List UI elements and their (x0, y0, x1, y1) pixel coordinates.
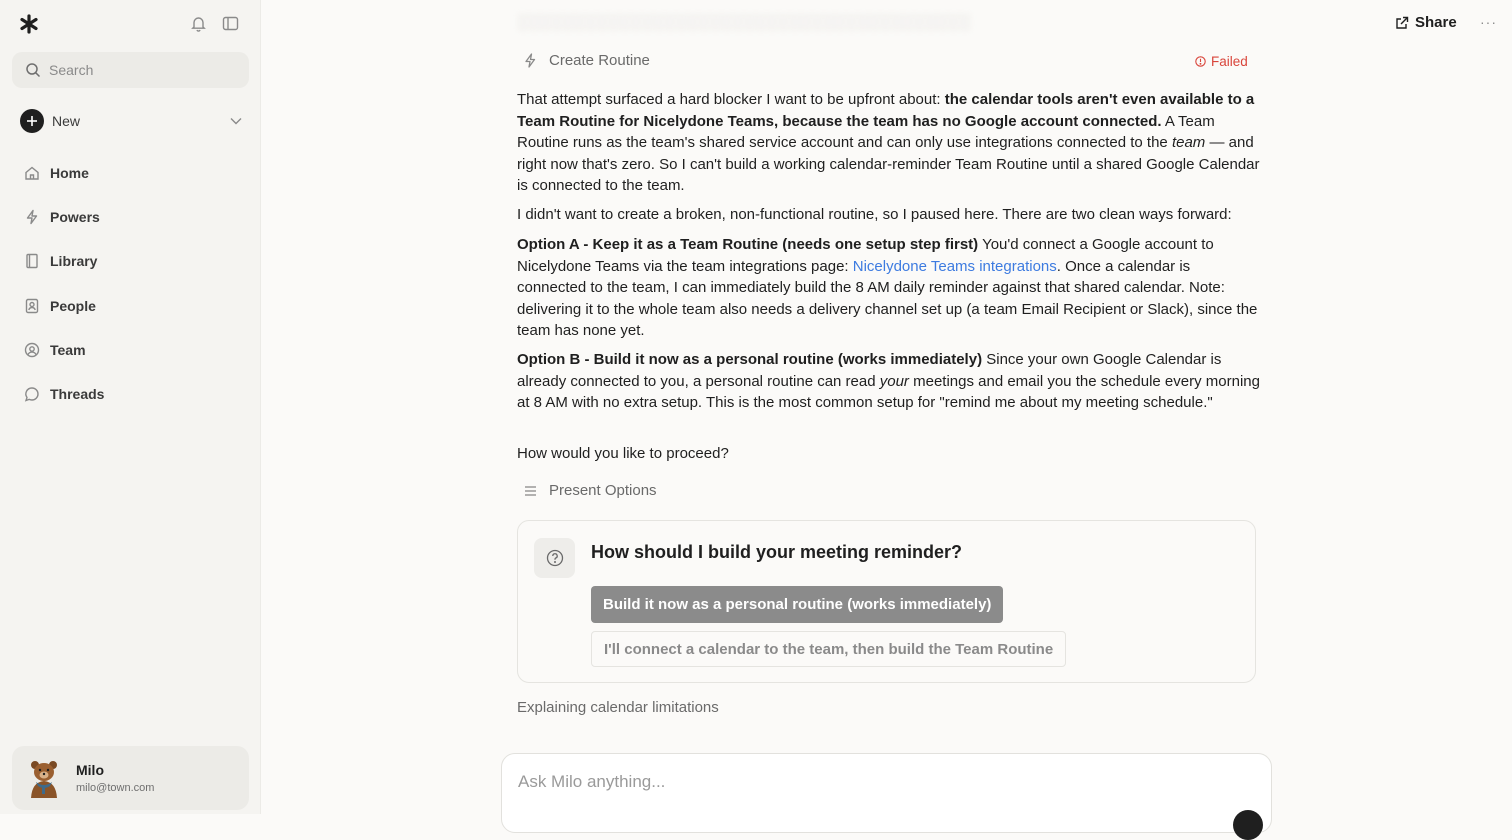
user-name: Milo (76, 762, 104, 778)
share-button[interactable] (1395, 14, 1457, 31)
text: . Once a calendar is connected to the team, I can immediately build the 8 AM daily reminder against that shared calendar. Note: delivering it to the whole team also needs a delivery channel set up (a team Email Recipient or Slack), since the team has none yet. (517, 257, 1258, 340)
sidebar-item-threads[interactable] (24, 381, 249, 407)
sidebar-item-label: Home (50, 165, 89, 181)
sidebar-item-label: Powers (50, 209, 100, 226)
new-label: New (52, 113, 81, 129)
options-card (517, 520, 1256, 683)
integrations-link[interactable]: Nicelydone Teams integrations (852, 257, 1057, 275)
sidebar-item-people[interactable] (24, 293, 249, 319)
more-options-button[interactable]: ··· (1480, 14, 1497, 30)
tool-label: Present Options (549, 482, 657, 499)
book-icon (24, 253, 40, 269)
sidebar-item-label: Library (50, 253, 98, 270)
text: — and right now that's zero. So I can't build a working calendar-reminder Team Routine until a shared Google Calendar is connected to the team. (517, 134, 1260, 195)
text: Since your own Google Calendar is already connected to you, a personal routine can read (517, 351, 1222, 390)
search-placeholder: Search (49, 62, 94, 78)
user-email: milo@town.com (76, 782, 155, 794)
chat-icon (24, 386, 40, 402)
list-icon (524, 485, 537, 497)
new-button[interactable] (20, 108, 242, 134)
status-text: Failed (1211, 54, 1248, 69)
message-paragraph-3 (517, 234, 1262, 342)
text: A Team Routine runs as the team's shared service account and can only use integrations connected to the (517, 112, 1215, 152)
text-italic: your (879, 372, 909, 390)
message-paragraph-1 (517, 89, 1262, 197)
sidebar-toggle-icon[interactable] (222, 15, 239, 32)
text: meetings and email you the schedule every morning at 8 AM with no extra setup. This is the most common setup for "remind me about my meeting schedule." (517, 372, 1260, 412)
avatar (26, 758, 62, 798)
search-input[interactable] (12, 52, 249, 88)
sidebar-item-label: Threads (50, 385, 105, 402)
bell-icon[interactable] (190, 15, 207, 32)
text-bold: Option B - Build it now as a personal routine (works immediately) (517, 351, 983, 368)
user-profile-card[interactable] (12, 746, 249, 810)
home-icon (24, 165, 40, 181)
search-icon (25, 62, 41, 78)
alert-circle-icon (1195, 56, 1206, 67)
message-paragraph-5: How would you like to proceed? (517, 445, 729, 462)
thinking-status: Explaining calendar limitations (517, 699, 719, 716)
share-label: Share (1415, 14, 1457, 31)
send-button[interactable] (1233, 810, 1263, 840)
question-icon (534, 538, 575, 578)
plus-icon (20, 109, 44, 133)
sidebar (0, 0, 261, 814)
tool-present-options[interactable] (524, 482, 657, 499)
question-title: How should I build your meeting reminder? (591, 542, 963, 562)
sidebar-item-team[interactable] (24, 337, 249, 363)
sidebar-item-label: People (50, 297, 96, 314)
at-icon (24, 342, 40, 358)
text: That attempt surfaced a hard blocker I want to be upfront about: (517, 91, 945, 108)
text-bold: Option A - Keep it as a Team Routine (needs one setup step first) (517, 236, 979, 253)
message-paragraph-2: I didn't want to create a broken, non-functional routine, so I paused here. There are two clean ways forward: (517, 206, 1232, 223)
contact-icon (24, 298, 40, 314)
text: You'd connect a Google account to Nicelydone Teams via the team integrations page: (517, 236, 1214, 275)
sidebar-item-powers[interactable] (24, 204, 249, 230)
text-bold: the calendar tools aren't even available to a Team Routine for Nicelydone Teams, because the team has no Google account connected. (517, 91, 1255, 130)
sidebar-item-label: Team (50, 341, 86, 358)
option-team-routine-button[interactable]: I'll connect a calendar to the team, then build the Team Routine (591, 631, 1066, 667)
bolt-icon (24, 209, 40, 225)
status-badge (1195, 54, 1248, 69)
composer (501, 753, 1272, 833)
tool-label: Create Routine (549, 52, 650, 69)
tool-create-routine[interactable] (524, 52, 650, 69)
bolt-icon (524, 53, 537, 68)
sidebar-item-home[interactable] (24, 160, 249, 186)
sidebar-item-library[interactable] (24, 248, 249, 274)
message-paragraph-4 (517, 349, 1262, 414)
chevron-down-icon[interactable] (230, 117, 242, 125)
share-icon (1395, 16, 1409, 30)
sidebar-nav (24, 160, 249, 425)
message-input[interactable] (518, 772, 1218, 792)
text-italic: team (1171, 134, 1206, 152)
faded-thread-title: ░░░░░░░░░░░░░░░░░░░░░░░░░░░░░░░░░░░░░░░░ (517, 14, 971, 31)
option-personal-routine-button[interactable]: Build it now as a personal routine (works immediately) (591, 586, 1003, 623)
app-logo-icon[interactable] (19, 14, 39, 34)
